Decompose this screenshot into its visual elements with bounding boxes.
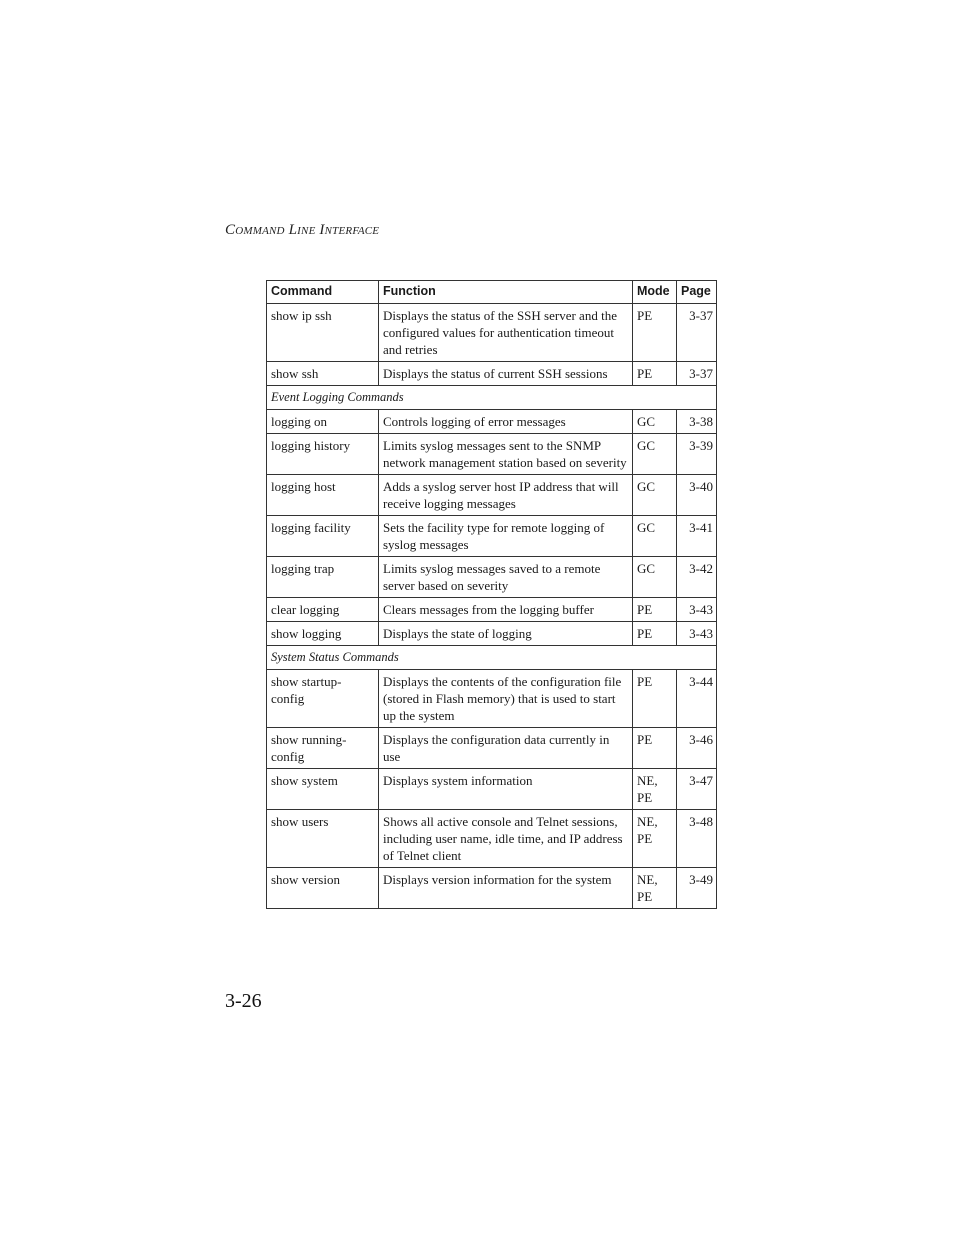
- command-cell: logging facility: [267, 516, 379, 557]
- command-cell: show running-config: [267, 728, 379, 769]
- function-cell: Adds a syslog server host IP address that will receive logging messages: [379, 475, 633, 516]
- table-row: [267, 728, 717, 769]
- table-header-row: [267, 281, 717, 304]
- running-header: Command Line Interface: [225, 222, 380, 238]
- command-cell: logging on: [267, 410, 379, 434]
- page-cell: 3-43: [677, 598, 717, 622]
- function-cell: Sets the facility type for remote logging of syslog messages: [379, 516, 633, 557]
- section-row: [267, 386, 717, 410]
- mode-cell: GC: [633, 516, 677, 557]
- table-row: [267, 475, 717, 516]
- function-cell: Displays the configuration data currently in use: [379, 728, 633, 769]
- table-row: [267, 304, 717, 362]
- table-row: [267, 670, 717, 728]
- mode-cell: PE: [633, 304, 677, 362]
- mode-cell: PE: [633, 362, 677, 386]
- function-cell: Limits syslog messages sent to the SNMP network management station based on severity: [379, 434, 633, 475]
- mode-cell: PE: [633, 598, 677, 622]
- page-number: 3-26: [225, 990, 262, 1012]
- mode-cell: GC: [633, 434, 677, 475]
- command-table: [266, 280, 717, 909]
- command-cell: show system: [267, 769, 379, 810]
- function-cell: Clears messages from the logging buffer: [379, 598, 633, 622]
- function-cell: Limits syslog messages saved to a remote server based on severity: [379, 557, 633, 598]
- table-row: [267, 868, 717, 909]
- table-row: [267, 410, 717, 434]
- function-cell: Displays the contents of the configuration file (stored in Flash memory) that is used to start up the system: [379, 670, 633, 728]
- command-cell: show ssh: [267, 362, 379, 386]
- table-row: [267, 557, 717, 598]
- section-title: Event Logging Commands: [267, 386, 717, 410]
- page-cell: 3-41: [677, 516, 717, 557]
- command-cell: clear logging: [267, 598, 379, 622]
- table-row: [267, 598, 717, 622]
- function-cell: Displays the state of logging: [379, 622, 633, 646]
- page-cell: 3-38: [677, 410, 717, 434]
- table-body: [267, 304, 717, 909]
- command-cell: logging host: [267, 475, 379, 516]
- command-cell: show users: [267, 810, 379, 868]
- table-row: [267, 769, 717, 810]
- column-header-mode: Mode: [633, 281, 677, 304]
- page-cell: 3-37: [677, 362, 717, 386]
- mode-cell: GC: [633, 410, 677, 434]
- column-header-command: Command: [267, 281, 379, 304]
- page-cell: 3-48: [677, 810, 717, 868]
- page-cell: 3-40: [677, 475, 717, 516]
- table-row: [267, 516, 717, 557]
- function-cell: Displays the status of the SSH server and the configured values for authentication timeout and retries: [379, 304, 633, 362]
- column-header-page: Page: [677, 281, 717, 304]
- function-cell: Displays version information for the system: [379, 868, 633, 909]
- mode-cell: PE: [633, 728, 677, 769]
- page-cell: 3-47: [677, 769, 717, 810]
- mode-cell: NE, PE: [633, 769, 677, 810]
- table-row: [267, 622, 717, 646]
- page-cell: 3-49: [677, 868, 717, 909]
- page-cell: 3-42: [677, 557, 717, 598]
- table-row: [267, 810, 717, 868]
- mode-cell: NE, PE: [633, 810, 677, 868]
- command-cell: logging trap: [267, 557, 379, 598]
- table-row: [267, 434, 717, 475]
- function-cell: Displays system information: [379, 769, 633, 810]
- section-title: System Status Commands: [267, 646, 717, 670]
- command-cell: show logging: [267, 622, 379, 646]
- section-row: [267, 646, 717, 670]
- mode-cell: GC: [633, 557, 677, 598]
- page-cell: 3-46: [677, 728, 717, 769]
- mode-cell: NE, PE: [633, 868, 677, 909]
- command-cell: show startup-config: [267, 670, 379, 728]
- function-cell: Controls logging of error messages: [379, 410, 633, 434]
- page-cell: 3-39: [677, 434, 717, 475]
- function-cell: Shows all active console and Telnet sessions, including user name, idle time, and IP address of Telnet client: [379, 810, 633, 868]
- function-cell: Displays the status of current SSH sessions: [379, 362, 633, 386]
- page-cell: 3-43: [677, 622, 717, 646]
- command-cell: show version: [267, 868, 379, 909]
- mode-cell: PE: [633, 622, 677, 646]
- mode-cell: PE: [633, 670, 677, 728]
- page-cell: 3-37: [677, 304, 717, 362]
- mode-cell: GC: [633, 475, 677, 516]
- table-row: [267, 362, 717, 386]
- command-cell: logging history: [267, 434, 379, 475]
- column-header-function: Function: [379, 281, 633, 304]
- command-cell: show ip ssh: [267, 304, 379, 362]
- page-cell: 3-44: [677, 670, 717, 728]
